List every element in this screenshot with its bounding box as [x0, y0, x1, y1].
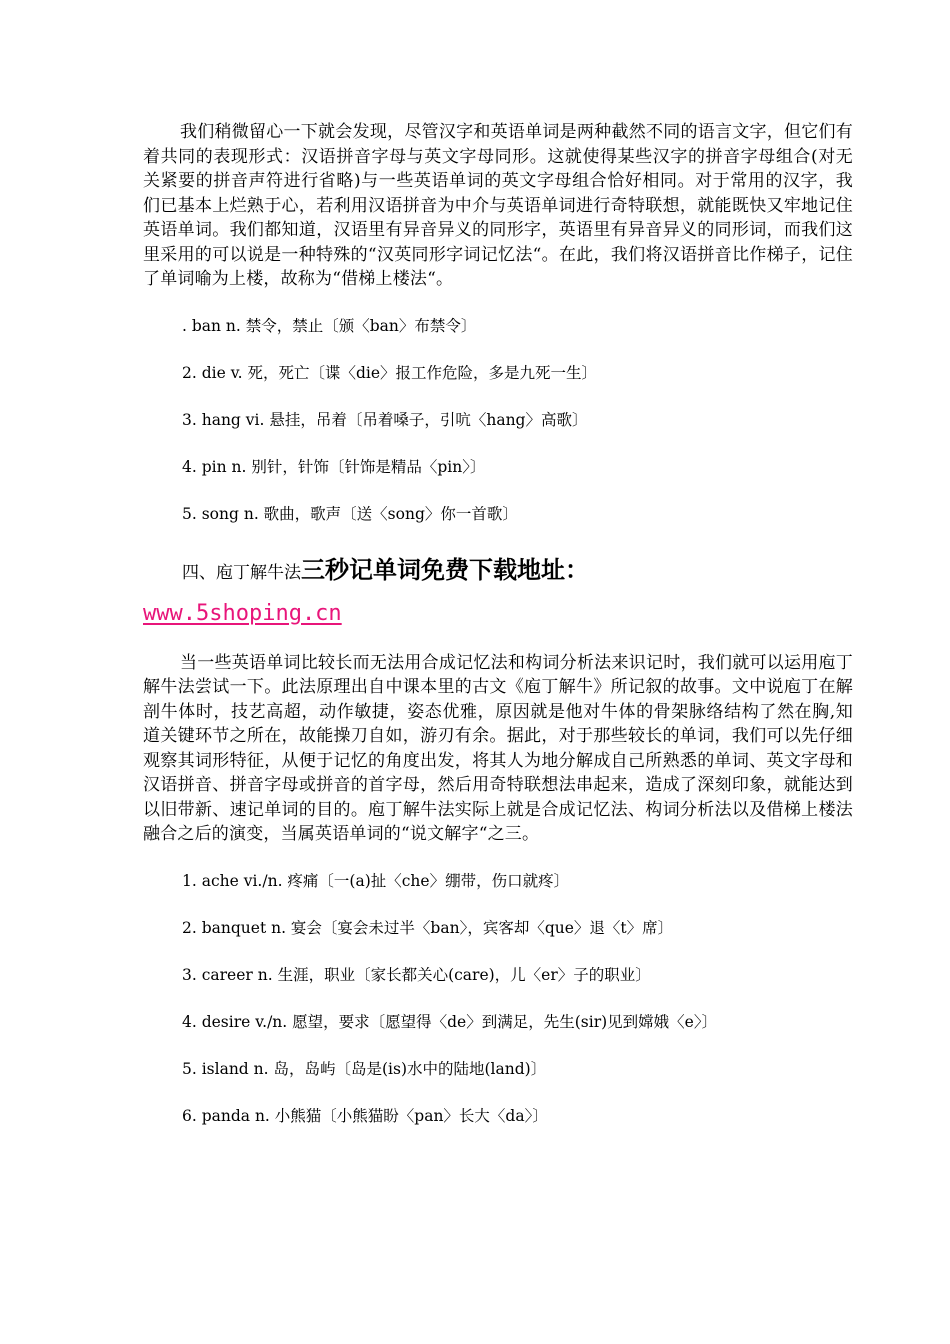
list-item: 6. panda n. 小熊猫〔小熊猫盼〈pan〉长大〈da〉〕 [182, 1106, 548, 1125]
list-item: 5. island n. 岛，岛屿〔岛是(is)水中的陆地(land)〕 [182, 1059, 547, 1078]
download-link[interactable]: www.5shoping.cn [143, 600, 342, 626]
list-item: . ban n. 禁令，禁止〔颁〈ban〉布禁令〕 [182, 316, 477, 335]
word-list-2 [143, 871, 853, 1126]
list-item: 2. die v. 死，死亡〔谍〈die〉报工作危险，多是九死一生〕 [182, 363, 598, 382]
intro-paragraph: 我们稍微留心一下就会发现，尽管汉字和英语单词是两种截然不同的语言文字，但它们有着共同的表现形式：汉语拼音字母与英文字母同形。这就使得某些汉字的拼音字母组合(对无关紧要的拼音声符进行省略)与一些英语单词的英文字母组合恰好相同。对于常用的汉字，我们已基本上烂熟于心，若利用汉语拼音为中介与英语单词进行奇特联想，就能既快又牢地记住英语单词。我们都知道，汉语里有异音异义的同形字，英语里有异音异义的同形词，而我们这里采用的可以说是一种特殊的“汉英同形字词记忆法“。在此，我们将汉语拼音比作梯子，记住了单词喻为上楼，故称为“借梯上楼法“。 [143, 122, 853, 289]
list-item: 2. banquet n. 宴会〔宴会未过半〈ban〉，宾客却〈que〉退〈t〉席〕 [182, 918, 674, 937]
second-paragraph: 当一些英语单词比较长而无法用合成记忆法和构词分析法来识记时，我们就可以运用庖丁解牛法尝试一下。此法原理出自中课本里的古文《庖丁解牛》所记叙的故事。文中说庖丁在解剖牛体时，技艺高超，动作敏捷，姿态优雅，原因就是他对牛体的骨架脉络结构了然在胸,知道关键环节之所在，故能操刀自如，游刃有余。据此，对于那些较长的单词，我们可以先仔细观察其词形特征，从便于记忆的角度出发，将其人为地分解成自己所熟悉的单词、英文字母和汉语拼音、拼音字母或拼音的首字母，然后用奇特联想法串起来，造成了深刻印象，就能达到以旧带新、速记单词的目的。庖丁解牛法实际上就是合成记忆法、构词分析法以及借梯上楼法融合之后的演变，当属英语单词的“说文解字“之三。 [143, 652, 853, 844]
list-item: 3. hang vi. 悬挂，吊着〔吊着嗓子，引吭〈hang〉高歌〕 [182, 410, 588, 429]
heading-prefix: 四、庖丁解牛法 [182, 562, 301, 583]
list-item: 3. career n. 生涯，职业〔家长都关心(care)，儿〈er〉子的职业〕 [182, 965, 651, 984]
list-item: 4. pin n. 别针，针饰〔针饰是精品〈pin〉〕 [182, 457, 486, 476]
word-list-1 [143, 316, 853, 524]
list-item: 4. desire v./n. 愿望，要求〔愿望得〈de〉到满足，先生(sir)见到嫦娥〈e〉〕 [182, 1012, 718, 1031]
list-item: 5. song n. 歌曲，歌声〔送〈song〉你一首歌〕 [182, 504, 518, 523]
section-heading [143, 554, 853, 589]
document-page [143, 120, 853, 1153]
heading-title: 三秒记单词免费下载地址： [301, 554, 589, 584]
list-item: 1. ache vi./n. 疼痛〔一(a)扯〈che〉绷带，伤口就疼〕 [182, 871, 570, 890]
